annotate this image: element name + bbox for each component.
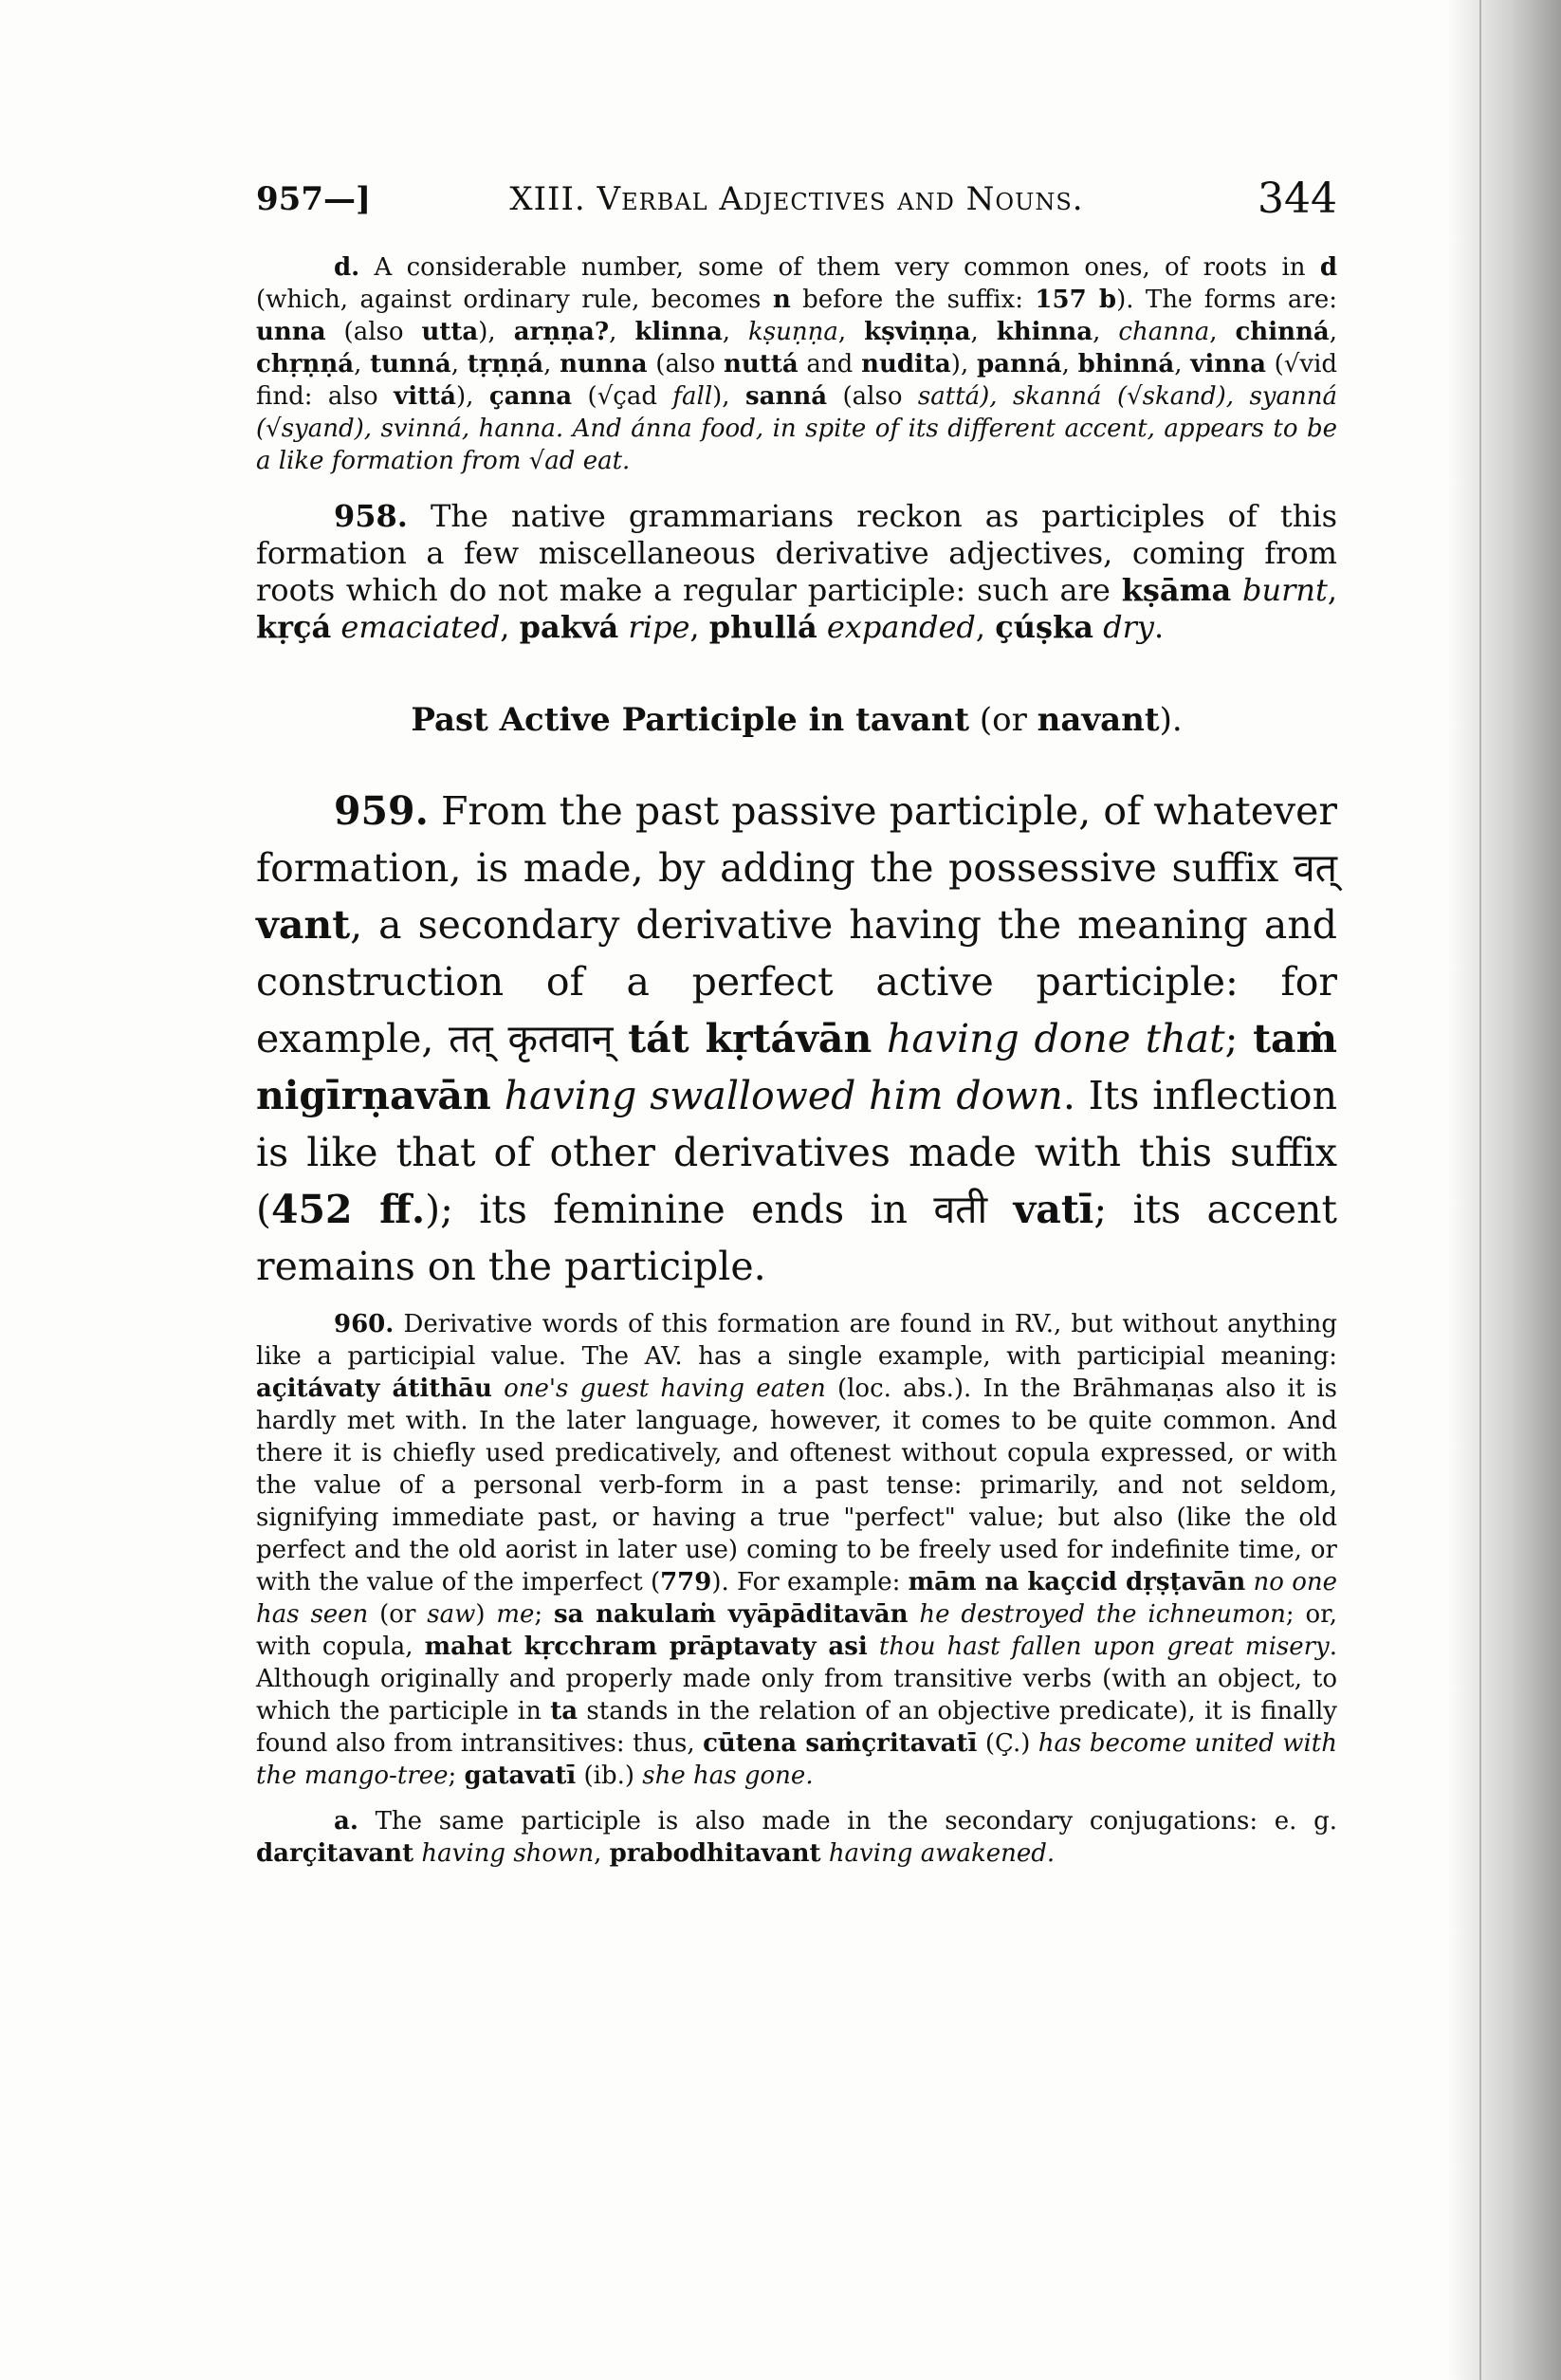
paragraph-960a: a. The same participle is also made in the secondary conjugations: e. g. darçitavant having shown, prabodhitavant having awakened. bbox=[256, 1807, 1337, 1868]
spacer bbox=[256, 477, 1337, 498]
section-number: 957—] bbox=[256, 180, 372, 218]
paragraph-959: 959. From the past passive participle, of whatever formation, is made, by adding the possessive suffix वत् vant, a secondary derivative having the meaning and construction of a perfect active participle: for example, तत् कृतवान् tát kṛtávān having done that; taṁ nigīrṇavān having swallowed him down. Its inflection is like that of other derivatives made with this suffix (452 ff.); its feminine ends in वती vatī; its accent remains on the participle. bbox=[256, 788, 1337, 1289]
section-heading: Past Active Participle in tavant (or navant). bbox=[411, 701, 1183, 739]
page-body bbox=[256, 251, 1337, 1870]
spacer bbox=[256, 1295, 1337, 1308]
running-header bbox=[256, 171, 1337, 228]
paragraph-958: 958. The native grammarians reckon as participles of this formation a few miscellaneous derivative adjectives, coming from roots which do not make a regular participle: such are kṣāma burnt, kṛçá emaciated, pakvá ripe, phullá expanded, çúṣka dry. bbox=[256, 498, 1338, 645]
paragraph-957d: d. A considerable number, some of them very common ones, of roots in d (which, against ordinary rule, becomes n before the suffix: 157 b). The forms are: unna (also utta), arṇṇa?, klinna, kṣuṇṇa, kṣviṇṇa, khinna, channa, chinná, chṛṇṇá, tunná, tṛṇṇá, nunna (also nuttá and nudita), panná, bhinná, vinna (√vid find: also vittá), çanna (√çad fall), sanná (also sattá), skanná (√skand), syanná (√syand), svinná, hanna. And ánna food, in spite of its different accent, appears to be a like formation from √ad eat. bbox=[256, 253, 1338, 475]
chapter-title: XIII. Verbal Adjectives and Nouns. bbox=[509, 180, 1084, 218]
page-number: 344 bbox=[1258, 175, 1337, 223]
page-edge-line bbox=[1479, 0, 1481, 2380]
paragraph-960: 960. Derivative words of this formation are found in RV., but without anything like a participial value. The AV. has a single example, with participial meaning: açitávaty átithāu one's guest having eaten (loc. abs.). In the Brāhmaṇas also it is hardly met with. In the later language, however, it comes to be quite common. And there it is chiefly used predicatively, and oftenest without copula expressed, or with the value of a personal verb-form in a past tense: primarily, and not seldom, signifying immediate past, or having a true "perfect" value; but also (like the old perfect and the old aorist in later use) coming to be freely used for indefinite time, or with the value of the imperfect (779). For example: mām na kaçcid dṛṣṭavān no one has seen (or saw) me; sa nakulaṁ vyāpāditavān he destroyed the ichneumon; or, with copula, mahat kṛcchram prāptavaty asi thou hast fallen upon great misery. Although originally and properly made only from transitive verbs (with an object, to which the participle in ta stands in the relation of an objective predicate), it is finally found also from intransitives: thus, cūtena saṁçritavatī (Ç.) has become united with the mango-tree; gatavatī (ib.) she has gone. bbox=[256, 1310, 1338, 1790]
page-edge-shadow bbox=[1447, 0, 1561, 2380]
spacer bbox=[256, 1792, 1337, 1805]
